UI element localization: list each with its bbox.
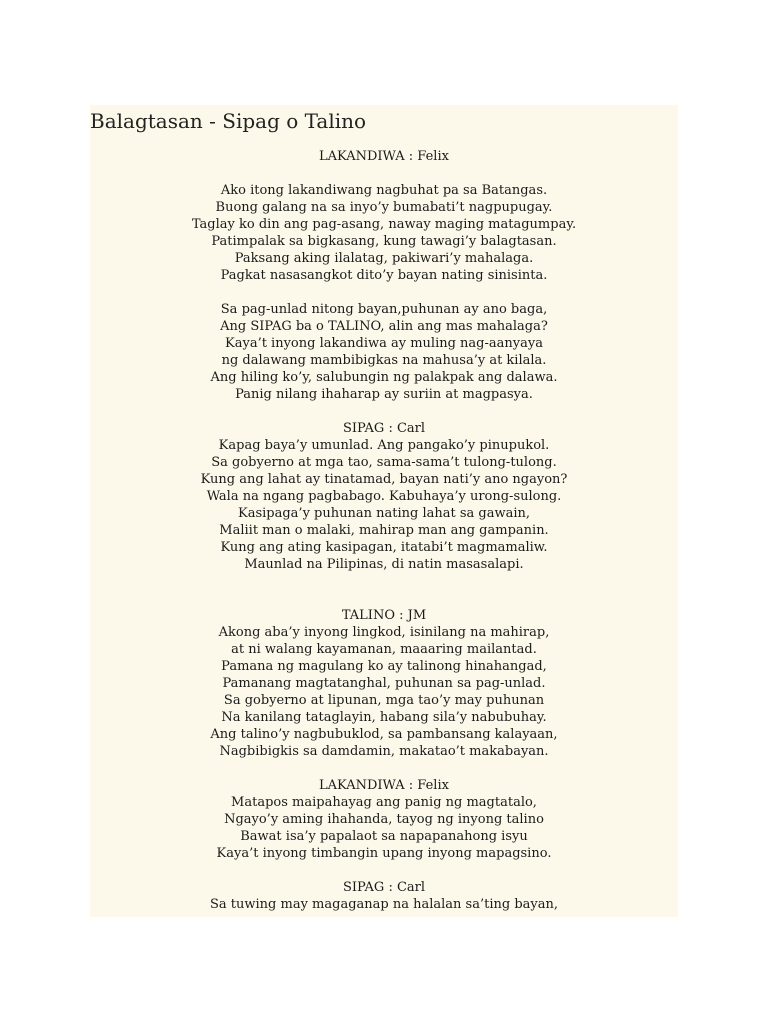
verse-line: Pagkat nasasangkot dito’y bayan nating sinisinta. — [220, 268, 548, 283]
stanza — [90, 301, 678, 403]
verse-line: at ni walang kayamanan, maaaring mailantad. — [231, 642, 537, 657]
verse-line: Kasipaga’y puhunan nating lahat sa gawain, — [238, 506, 530, 521]
verse-line: Sa pag-unlad nitong bayan,puhunan ay ano baga, — [220, 302, 548, 317]
document-viewer — [90, 105, 678, 917]
verse-line: Ako itong lakandiwang nagbuhat pa sa Batangas. — [220, 183, 548, 198]
stanza — [90, 182, 678, 284]
verse-line: Sa tuwing may magaganap na halalan sa’ting bayan, — [210, 897, 558, 912]
verse-line: Taglay ko din ang pag-asang, naway maging matagumpay. — [191, 217, 577, 232]
verse-line: Ang talino’y nagbubuklod, sa pambansang kalayaan, — [210, 727, 558, 742]
verse-line: Pamanang magtatanghal, puhunan sa pag-unlad. — [222, 676, 546, 691]
verse-line: Kung ang ating kasipagan, itatabi’t magmamaliw. — [220, 540, 548, 555]
poem-body — [90, 148, 678, 913]
verse-line: Sa gobyerno at mga tao, sama-sama’t tulong-tulong. — [211, 455, 557, 470]
speaker-label: LAKANDIWA : Felix — [319, 778, 449, 793]
verse-line: Nagbibigkis sa damdamin, makatao’t makabayan. — [219, 744, 549, 759]
verse-line: Pamana ng magulang ko ay talinong hinahangad, — [221, 659, 547, 674]
section-lakandiwa-intro — [90, 148, 678, 403]
speaker-label: TALINO : JM — [341, 608, 427, 623]
verse-line: Na kanilang tataglayin, habang sila’y nabubuhay. — [221, 710, 547, 725]
verse-line: Ang SIPAG ba o TALINO, alin ang mas mahalaga? — [220, 319, 548, 334]
verse-line: Ang hiling ko’y, salubungin ng palakpak ang dalawa. — [210, 370, 558, 385]
verse-line: Patimpalak sa bigkasang, kung tawagi’y balagtasan. — [211, 234, 557, 249]
speaker-label: SIPAG : Carl — [342, 880, 426, 895]
verse-line: Sa gobyerno at lipunan, mga tao’y may puhunan — [223, 693, 545, 708]
speaker-label: SIPAG : Carl — [342, 421, 426, 436]
document-title: Balagtasan - Sipag o Talino — [90, 109, 367, 133]
section-sipag-first — [90, 420, 678, 573]
verse-line: Ngayo’y aming ihahanda, tayog ng inyong talino — [224, 812, 544, 827]
section-lakandiwa-second — [90, 777, 678, 862]
verse-line: Maliit man o malaki, mahirap man ang gampanin. — [219, 523, 549, 538]
section-sipag-second — [90, 879, 678, 913]
verse-line: Akong aba’y inyong lingkod, isinilang na mahirap, — [218, 625, 550, 640]
verse-line: Kaya’t inyong timbangin upang inyong mapagsino. — [216, 846, 552, 861]
verse-line: Bawat isa’y papalaot sa napapanahong isyu — [240, 829, 528, 844]
verse-line: Wala na ngang pagbabago. Kabuhaya’y urong-sulong. — [206, 489, 562, 504]
verse-line: Panig nilang ihaharap ay suriin at magpasya. — [235, 387, 533, 402]
section-talino-first — [90, 607, 678, 760]
verse-line: Buong galang na sa inyo’y bumabati’t nagpupugay. — [215, 200, 553, 215]
stanza — [90, 437, 678, 573]
verse-line: Kung ang lahat ay tinatamad, bayan nati’y ano ngayon? — [200, 472, 568, 487]
verse-line: ng dalawang mambibigkas na mahusa’y at kilala. — [221, 353, 547, 368]
stanza — [90, 794, 678, 862]
verse-line: Matapos maipahayag ang panig ng magtatalo, — [231, 795, 537, 810]
speaker-label: LAKANDIWA : Felix — [319, 149, 449, 164]
verse-line: Kapag baya’y umunlad. Ang pangako’y pinupukol. — [218, 438, 550, 453]
stanza — [90, 624, 678, 760]
verse-line: Kaya’t inyong lakandiwa ay muling nag-aanyaya — [225, 336, 543, 351]
verse-line: Maunlad na Pilipinas, di natin masasalapi. — [244, 557, 524, 572]
stanza — [90, 896, 678, 913]
verse-line: Paksang aking ilalatag, pakiwari’y mahalaga. — [234, 251, 534, 266]
